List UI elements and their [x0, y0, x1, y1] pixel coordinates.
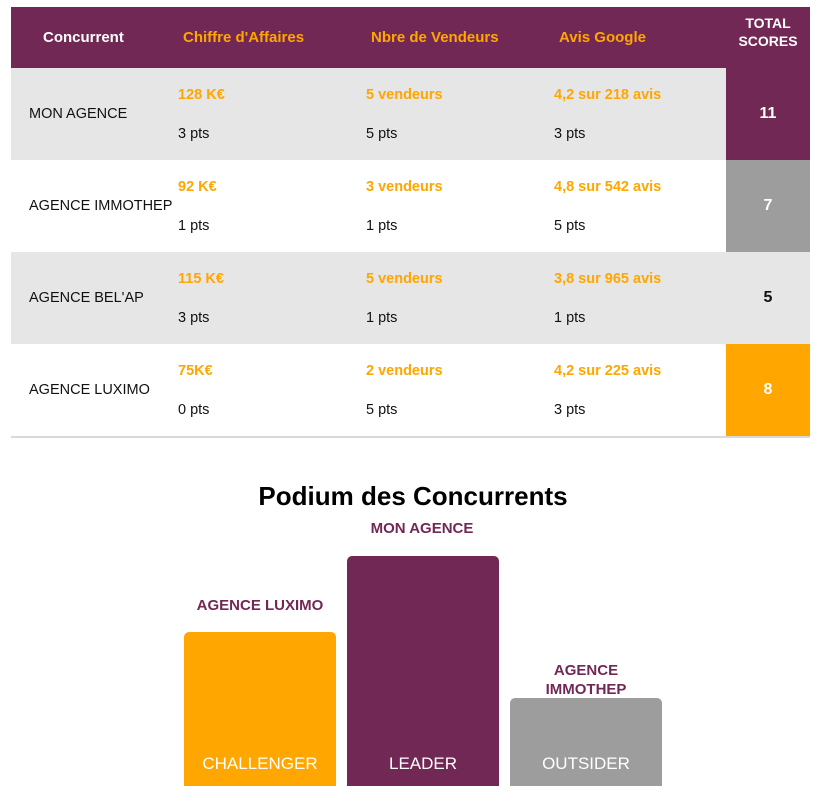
header-total-line1: TOTAL: [745, 15, 791, 31]
avis-value: 3,8 sur 965 avis: [554, 271, 662, 287]
agency-name: AGENCE LUXIMO: [29, 382, 150, 398]
vendeurs-value: 5 vendeurs: [366, 271, 443, 287]
vendeurs-points: 5 pts: [366, 402, 398, 418]
ca-points: 1 pts: [178, 218, 210, 234]
total-score: 11: [726, 68, 810, 160]
avis-points: 1 pts: [554, 310, 586, 326]
podium-title: Podium des Concurrents: [258, 481, 568, 511]
ca-value: 115 K€: [178, 271, 224, 287]
total-score: 7: [726, 160, 810, 252]
avis-points: 3 pts: [554, 126, 586, 142]
header-total-scores: [726, 14, 810, 50]
podium-leader-agency: MON AGENCE: [370, 520, 474, 537]
vendeurs-points: 1 pts: [366, 310, 398, 326]
vendeurs-value: 2 vendeurs: [366, 363, 443, 379]
total-score: 8: [726, 344, 810, 436]
podium-challenger-agency: AGENCE LUXIMO: [196, 597, 324, 614]
header-chiffre-affaires: Chiffre d'Affaires: [183, 29, 305, 46]
ca-points: 0 pts: [178, 402, 210, 418]
table-row: [11, 160, 810, 254]
avis-points: 3 pts: [554, 402, 586, 418]
header-nbre-vendeurs: Nbre de Vendeurs: [371, 29, 499, 46]
vendeurs-points: 1 pts: [366, 218, 398, 234]
ca-value: 75K€: [178, 363, 213, 379]
avis-points: 5 pts: [554, 218, 586, 234]
podium-challenger-label: CHALLENGER: [202, 754, 318, 773]
podium-outsider-agency: [486, 661, 686, 699]
avis-value: 4,2 sur 225 avis: [554, 363, 662, 379]
podium-outsider-agency-line1: AGENCE: [553, 662, 619, 679]
agency-name: MON AGENCE: [29, 106, 128, 122]
avis-value: 4,2 sur 218 avis: [554, 87, 662, 103]
podium-outsider-agency-line2: IMMOTHEP: [545, 681, 627, 698]
vendeurs-points: 5 pts: [366, 126, 398, 142]
vendeurs-value: 5 vendeurs: [366, 87, 443, 103]
ca-points: 3 pts: [178, 126, 210, 142]
podium-outsider-label: OUTSIDER: [542, 754, 630, 773]
table-row: [11, 344, 810, 438]
podium-challenger-bar: [184, 632, 336, 786]
ca-points: 3 pts: [178, 310, 210, 326]
avis-value: 4,8 sur 542 avis: [554, 179, 662, 195]
vendeurs-value: 3 vendeurs: [366, 179, 443, 195]
podium-outsider-bar: [510, 698, 662, 786]
table-row: [11, 252, 810, 346]
header-total-line2: SCORES: [738, 33, 798, 49]
ca-value: 128 K€: [178, 87, 225, 103]
ca-value: 92 K€: [178, 179, 217, 195]
agency-name: AGENCE BEL'AP: [29, 290, 144, 306]
total-score: 5: [763, 289, 773, 306]
header-avis-google: Avis Google: [559, 29, 646, 46]
podium-leader-bar: [347, 556, 499, 786]
table-header: [11, 7, 810, 68]
table-row: [11, 68, 810, 162]
agency-name: AGENCE IMMOTHEP: [29, 198, 173, 214]
header-concurrent: Concurrent: [43, 29, 124, 46]
podium-leader-label: LEADER: [388, 754, 458, 773]
